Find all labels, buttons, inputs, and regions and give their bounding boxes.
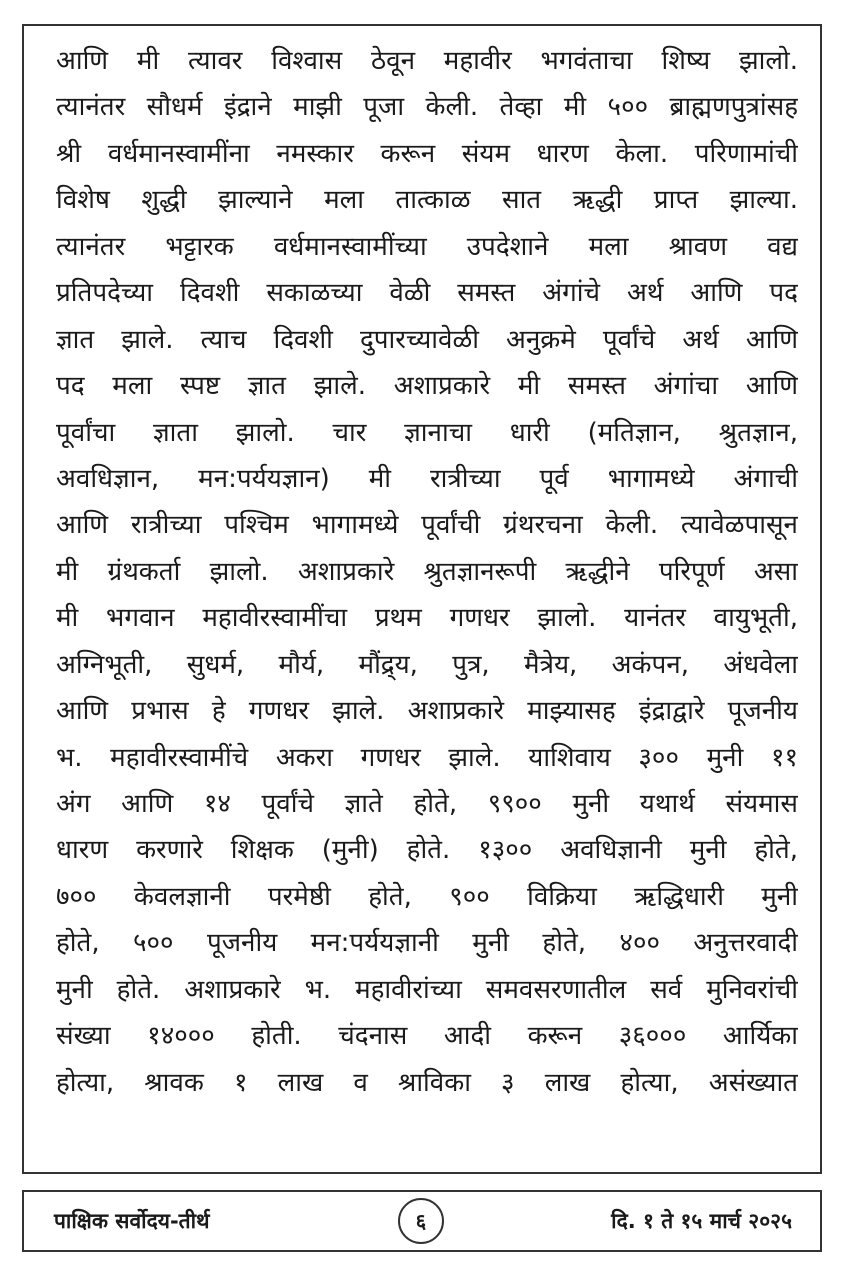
body-line-22: संख्या १४००० होती. चंदनास आदी करून ३६००० आर्यिका xyxy=(56,1021,798,1052)
publication-name: पाक्षिक सर्वोदय-तीर्थ xyxy=(54,1209,210,1233)
page-number-badge: ६ xyxy=(398,1198,444,1244)
body-line-9: पूर्वांचा ज्ञाता झालो. चार ज्ञानाचा धारी (मतिज्ञान, श्रुतज्ञान, xyxy=(56,417,798,448)
body-line-18: धारण करणारे शिक्षक (मुनी) होते. १३०० अवधिज्ञानी मुनी होते, xyxy=(56,835,798,866)
body-line-7: ज्ञात झाले. त्याच दिवशी दुपारच्यावेळी अनुक्रमे पूर्वांचे अर्थ आणि xyxy=(56,324,798,355)
body-line-16: भ. महावीरस्वामींचे अकरा गणधर झाले. याशिवाय ३०० मुनी ११ xyxy=(56,742,798,773)
body-line-1: आणि मी त्यावर विश्वास ठेवून महावीर भगवंताचा शिष्य झालो. xyxy=(56,46,798,76)
body-line-11: आणि रात्रीच्या पश्चिम भागामध्ये पूर्वांची ग्रंथरचना केली. त्यावेळपासून xyxy=(56,510,798,541)
body-line-5: त्यानंतर भट्टारक वर्धमानस्वामींच्या उपदेशाने मला श्रावण वद्य xyxy=(56,231,798,262)
body-line-14: अग्निभूती, सुधर्म, मौर्य, मौंद्र्य, पुत्र, मैत्रेय, अकंपन, अंधवेला xyxy=(56,649,798,680)
body-line-4: विशेष शुद्धी झाल्याने मला तात्काळ सात ऋद्धी प्राप्त झाल्या. xyxy=(56,185,798,216)
body-line-13: मी भगवान महावीरस्वामींचा प्रथम गणधर झालो. यानंतर वायुभूती, xyxy=(56,603,798,634)
body-line-10: अवधिज्ञान, मन:पर्ययज्ञान) मी रात्रीच्या पूर्व भागामध्ये अंगाची xyxy=(56,463,798,494)
body-line-12: मी ग्रंथकर्ता झालो. अशाप्रकारे श्रुतज्ञानरूपी ऋद्धीने परिपूर्ण असा xyxy=(56,556,798,587)
body-line-3: श्री वर्धमानस्वामींना नमस्कार करून संयम धारण केला. परिणामांची xyxy=(56,138,798,169)
body-line-6: प्रतिपदेच्या दिवशी सकाळच्या वेळी समस्त अंगांचे अर्थ आणि पद xyxy=(56,278,798,309)
body-line-23: होत्या, श्रावक १ लाख व श्राविका ३ लाख होत्या, असंख्यात xyxy=(56,1067,798,1098)
page-footer xyxy=(22,1190,822,1252)
body-line-20: होते, ५०० पूजनीय मन:पर्ययज्ञानी मुनी होते, ४०० अनुत्तरवादी xyxy=(56,928,798,959)
body-line-21: मुनी होते. अशाप्रकारे भ. महावीरांच्या समवसरणातील सर्व मुनिवरांची xyxy=(56,974,798,1005)
body-line-15: आणि प्रभास हे गणधर झाले. अशाप्रकारे माझ्यासह इंद्राद्वारे पूजनीय xyxy=(56,696,798,727)
body-line-8: पद मला स्पष्ट ज्ञात झाले. अशाप्रकारे मी समस्त अंगांचा आणि xyxy=(56,371,798,402)
body-line-17: अंग आणि १४ पूर्वांचे ज्ञाते होते, ९९०० मुनी यथार्थ संयमास xyxy=(56,789,798,819)
article-body xyxy=(56,38,798,1106)
body-line-19: ७०० केवलज्ञानी परमेष्ठी होते, ९०० विक्रिया ऋद्धिधारी मुनी xyxy=(56,881,798,912)
issue-date: दि. १ ते १५ मार्च २०२५ xyxy=(611,1209,792,1233)
body-line-2: त्यानंतर सौधर्म इंद्राने माझी पूजा केली. तेव्हा मी ५०० ब्राह्मणपुत्रांसह xyxy=(56,92,798,123)
